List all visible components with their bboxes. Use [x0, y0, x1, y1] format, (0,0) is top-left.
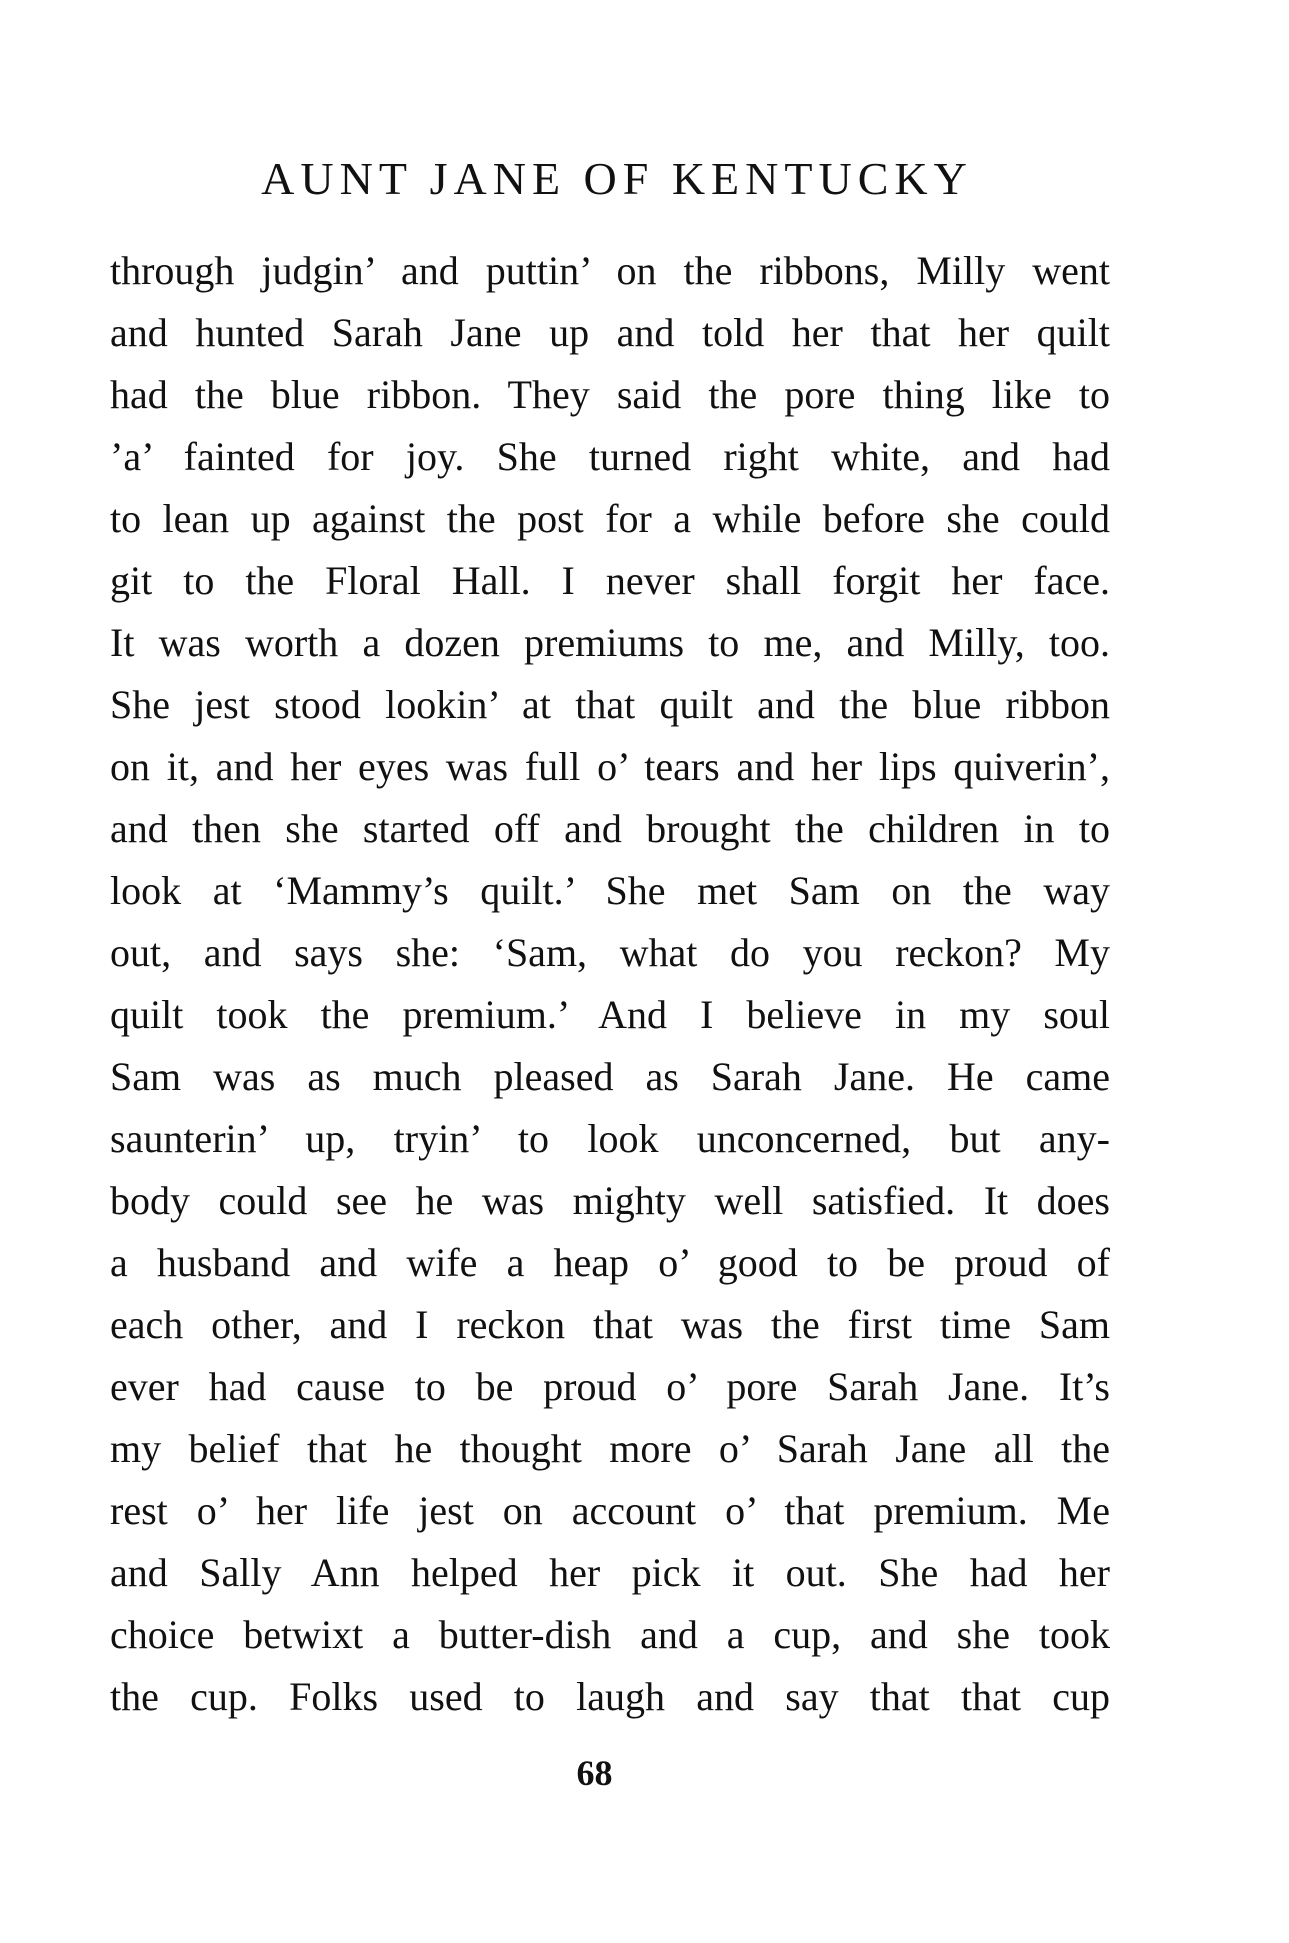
page-number	[0, 1752, 1289, 1794]
text-line: had the blue ribbon. They said the pore thing like to	[110, 372, 1110, 417]
text-line: quilt took the premium.’ And I believe in my soul	[110, 992, 1110, 1037]
text-line: and hunted Sarah Jane up and told her that her quilt	[110, 310, 1110, 355]
text-line: through judgin’ and puttin’ on the ribbons, Milly went	[110, 248, 1110, 293]
text-line: body could see he was mighty well satisfied. It does	[110, 1178, 1110, 1223]
text-line: She jest stood lookin’ at that quilt and the blue ribbon	[110, 682, 1110, 727]
text-line: It was worth a dozen premiums to me, and Milly, too.	[110, 620, 1110, 665]
body-text	[110, 240, 1110, 1728]
text-line: each other, and I reckon that was the first time Sam	[110, 1302, 1110, 1347]
text-line: look at ‘Mammy’s quilt.’ She met Sam on the way	[110, 868, 1110, 913]
text-line: Sam was as much pleased as Sarah Jane. He came	[110, 1054, 1110, 1099]
text-line: a husband and wife a heap o’ good to be proud of	[110, 1240, 1110, 1285]
text-line: on it, and her eyes was full o’ tears and her lips quiverin’,	[110, 744, 1110, 789]
page-number-value: 68	[576, 1753, 613, 1793]
running-head	[0, 152, 1289, 205]
text-line: ever had cause to be proud o’ pore Sarah Jane. It’s	[110, 1364, 1110, 1409]
text-line: the cup. Folks used to laugh and say that that cup	[110, 1674, 1110, 1719]
text-line: out, and says she: ‘Sam, what do you reckon? My	[110, 930, 1110, 975]
text-line: my belief that he thought more o’ Sarah Jane all the	[110, 1426, 1110, 1471]
text-line: choice betwixt a butter-dish and a cup, and she took	[110, 1612, 1110, 1657]
text-line: and then she started off and brought the children in to	[110, 806, 1110, 851]
text-line: git to the Floral Hall. I never shall forgit her face.	[110, 558, 1110, 603]
running-head-title: AUNT JANE OF KENTUCKY	[261, 153, 973, 204]
text-line: and Sally Ann helped her pick it out. She had her	[110, 1550, 1110, 1595]
text-line: rest o’ her life jest on account o’ that premium. Me	[110, 1488, 1110, 1533]
text-line: to lean up against the post for a while before she could	[110, 496, 1110, 541]
text-line: ’a’ fainted for joy. She turned right white, and had	[110, 434, 1110, 479]
text-line: saunterin’ up, tryin’ to look unconcerned, but any-	[110, 1116, 1110, 1161]
